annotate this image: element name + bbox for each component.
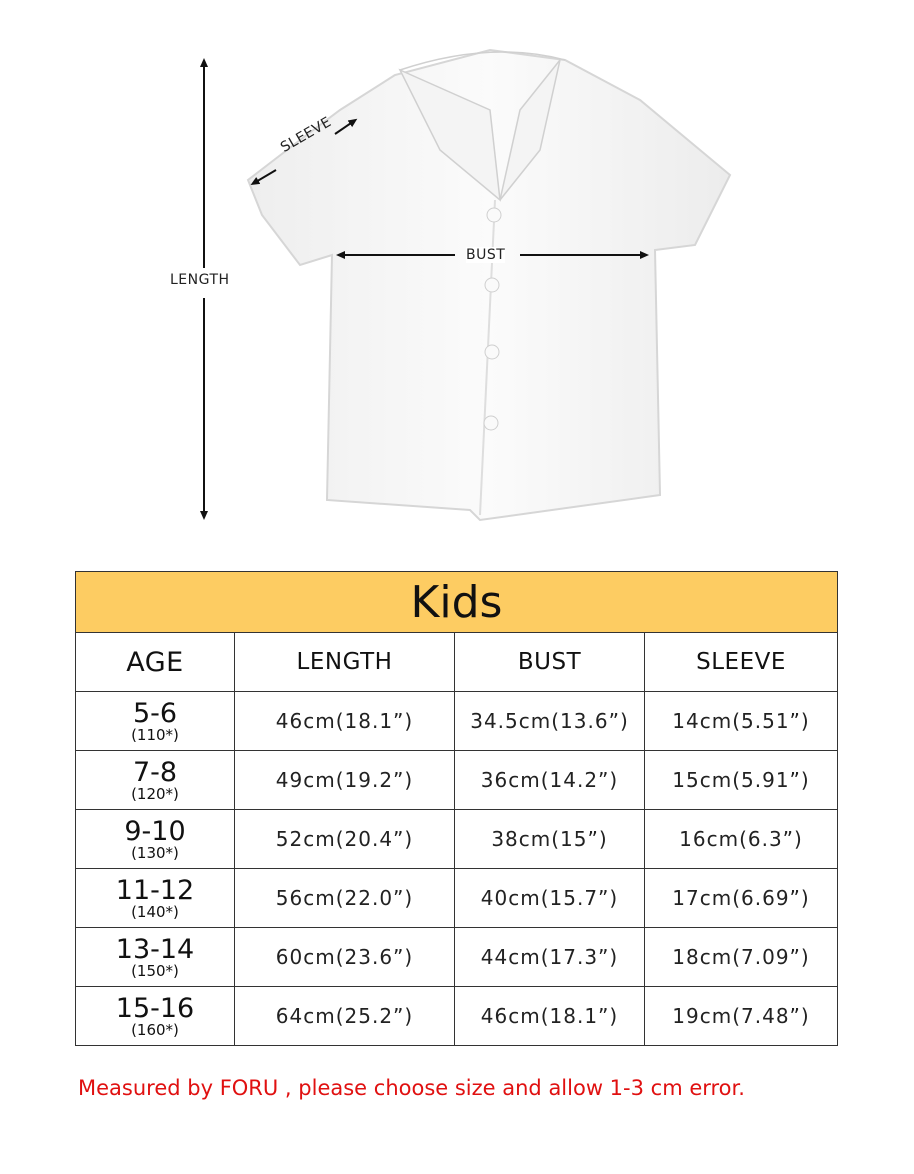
table-row xyxy=(76,810,838,869)
length-cell: 46cm(18.1”) xyxy=(235,692,455,751)
header-age: AGE xyxy=(76,633,235,692)
size-chart-table xyxy=(75,571,838,1046)
shirt-button xyxy=(485,278,499,292)
shirt-diagram xyxy=(0,0,914,560)
age-cell xyxy=(76,810,235,869)
sleeve-cell: 17cm(6.69”) xyxy=(645,869,838,928)
shirt-button xyxy=(487,208,501,222)
height-value: (160*) xyxy=(131,1020,179,1039)
shirt-button xyxy=(485,345,499,359)
age-cell xyxy=(76,987,235,1046)
height-value: (150*) xyxy=(131,961,179,980)
age-cell xyxy=(76,869,235,928)
length-cell: 49cm(19.2”) xyxy=(235,751,455,810)
shirt-button xyxy=(484,416,498,430)
height-value: (140*) xyxy=(131,902,179,921)
sleeve-cell: 16cm(6.3”) xyxy=(645,810,838,869)
length-cell: 64cm(25.2”) xyxy=(235,987,455,1046)
header-length: LENGTH xyxy=(235,633,455,692)
age-cell xyxy=(76,751,235,810)
bust-label: BUST xyxy=(466,247,506,263)
bust-cell: 44cm(17.3”) xyxy=(455,928,645,987)
age-cell xyxy=(76,692,235,751)
bust-cell: 36cm(14.2”) xyxy=(455,751,645,810)
table-header-row xyxy=(76,633,838,692)
length-cell: 52cm(20.4”) xyxy=(235,810,455,869)
table-row xyxy=(76,869,838,928)
shirt-illustration xyxy=(0,0,914,560)
age-range: 11-12 xyxy=(115,874,195,906)
header-sleeve: SLEEVE xyxy=(645,633,838,692)
sleeve-cell: 14cm(5.51”) xyxy=(645,692,838,751)
bust-cell: 46cm(18.1”) xyxy=(455,987,645,1046)
table-row xyxy=(76,928,838,987)
length-label: LENGTH xyxy=(170,272,230,288)
sleeve-cell: 19cm(7.48”) xyxy=(645,987,838,1046)
bust-cell: 40cm(15.7”) xyxy=(455,869,645,928)
table-title: Kids xyxy=(76,572,838,633)
measurement-note: Measured by FORU , please choose size and allow 1-3 cm error. xyxy=(78,1076,745,1100)
sleeve-cell: 15cm(5.91”) xyxy=(645,751,838,810)
age-range: 5-6 xyxy=(132,697,178,729)
sleeve-label: SLEEVE xyxy=(278,114,335,156)
age-range: 7-8 xyxy=(132,756,178,788)
header-bust: BUST xyxy=(455,633,645,692)
age-range: 15-16 xyxy=(115,992,195,1024)
table-row xyxy=(76,751,838,810)
table-row xyxy=(76,692,838,751)
height-value: (110*) xyxy=(131,725,179,744)
age-range: 13-14 xyxy=(115,933,195,965)
bust-cell: 34.5cm(13.6”) xyxy=(455,692,645,751)
length-cell: 60cm(23.6”) xyxy=(235,928,455,987)
age-range: 9-10 xyxy=(124,815,186,847)
height-value: (120*) xyxy=(131,784,179,803)
bust-cell: 38cm(15”) xyxy=(455,810,645,869)
age-cell xyxy=(76,928,235,987)
sleeve-cell: 18cm(7.09”) xyxy=(645,928,838,987)
length-cell: 56cm(22.0”) xyxy=(235,869,455,928)
table-row xyxy=(76,987,838,1046)
height-value: (130*) xyxy=(131,843,179,862)
